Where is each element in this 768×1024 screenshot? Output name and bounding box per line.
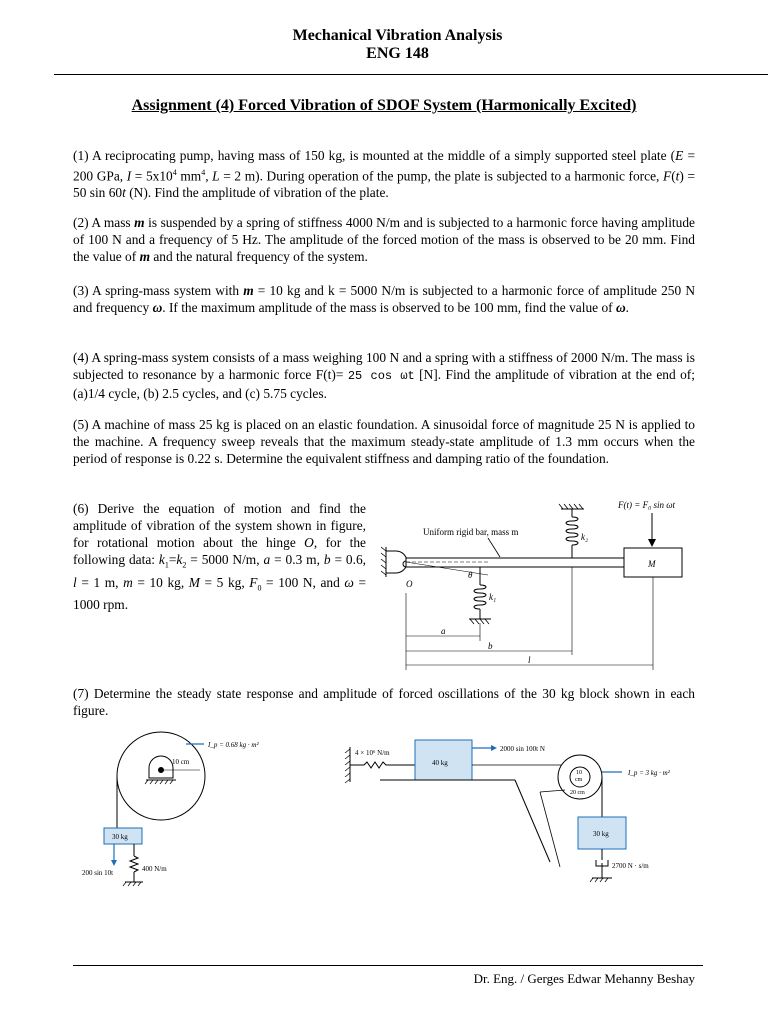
spring-400-label: 400 N/m: [142, 865, 167, 873]
block-40kg-label: 40 kg: [432, 759, 448, 767]
bar-label: Uniform rigid bar, mass m: [423, 527, 519, 537]
rigid-bar: [406, 558, 624, 567]
force-label-7b: 2000 sin 100t N: [500, 745, 545, 753]
force-label-7a: 200 sin 10t: [82, 869, 114, 877]
k2-label: k₂: [581, 532, 589, 542]
force-label: F(t) = F₀ sin ωt: [618, 500, 676, 510]
question-3: (3) A spring-mass system with m = 10 kg and k = 5000 N/m is subjected to a harmonic force of amplitude 250 N and frequency ω. If the maximum amplitude of the mass is observed to be 100 mm, find the value of ω.: [73, 283, 695, 315]
spring-k2: [566, 517, 578, 545]
spring-k1: [474, 585, 486, 609]
block-30kg-label: 30 kg: [112, 833, 128, 841]
inner-radius-top: 10: [576, 770, 582, 776]
assignment-title: Assignment (4) Forced Vibration of SDOF System (Harmonically Excited): [131, 97, 637, 114]
figure-q6-rigid-bar: [378, 495, 698, 675]
footer-author: Dr. Eng. / Gerges Edwar Mehanny Beshay: [473, 971, 695, 986]
question-4: (4) A spring-mass system consists of a mass weighing 100 N and a spring with a stiffness of 2000 N/m. The mass is subjected to resonance by a harmonic force F(t)= 25 cos ωt [N]. Find the amplitude of vibration at the end of; (a)1/4 cycle, (b) 2.5 cycles, and (c) 5.75 cycles.: [73, 350, 695, 401]
course-code: ENG 148: [366, 45, 429, 62]
question-6: (6) Derive the equation of motion and find the amplitude of vibration of the system shown in figure, for rotational motion about the hinge O, for the following data: $k_1=k_2 = 5000$ N/m, a = 0.3 m, b = 0.6, l = 1 m, m = 10 kg, M = 5 kg, $F_0 = 100$ N, and ω = 1000 rpm.: [73, 501, 366, 613]
header-divider: [54, 74, 768, 75]
dim-a-label: a: [441, 626, 446, 636]
question-2: (2) A mass m is suspended by a spring of stiffness 4000 N/m and is subjected to a harmonic force having amplitude of 100 N and a frequency of 5 Hz. The amplitude of the forced motion of the mass is observed to be 20 mm. Find the value of m and the natural frequency of the system.: [73, 215, 695, 264]
inertia-label-7b: I_p = 3 kg · m²: [628, 769, 670, 777]
question-5: (5) A machine of mass 25 kg is placed on an elastic foundation. A sinusoidal force of magnitude 25 N is applied to the machine. A frequency sweep reveals that the maximum steady-state amplitude of 1.3 mm occurs when the period of response is 0.22 s. Determine the equivalent stiffness and damping ratio of the foundation.: [73, 417, 695, 466]
course-title: Mechanical Vibration Analysis: [292, 27, 503, 44]
k1-label: k₁: [489, 592, 497, 602]
mass-m-label: M: [648, 559, 656, 569]
inertia-label: I_p = 0.68 kg · m²: [208, 741, 259, 749]
dim-b-label: b: [488, 641, 493, 651]
k2-ground: [559, 504, 584, 509]
outer-radius-label: 20 cm: [570, 790, 585, 796]
incline-slope: [515, 780, 550, 862]
pulley-radius-label: 10 cm: [172, 758, 190, 766]
question-7: (7) Determine the steady state response and amplitude of forced oscillations of the 30 kg block shown in each figure.: [73, 686, 695, 718]
inner-radius-bottom: cm: [575, 777, 583, 783]
hinge-support: [381, 547, 409, 577]
theta-label: θ: [468, 570, 473, 580]
wall-ground: [345, 747, 350, 783]
damper-label: 2700 N · s/m: [612, 862, 649, 870]
figure-q7-pulley: [76, 726, 306, 896]
course-header: [0, 27, 768, 63]
force-arrowhead: [648, 539, 656, 547]
spring-400: [130, 856, 138, 872]
figure-q7-incline-pulley: [340, 732, 700, 897]
damper: [596, 860, 608, 878]
question-1: (1) A reciprocating pump, having mass of 150 kg, is mounted at the middle of a simply supported steel plate (E = 200 GPa, $I = 5x10^4$ $mm^4$, L = 2 m). During operation of the pump, the plate is subjected to a harmonic force, F(t) = 50 sin 60t (N). Find the amplitude of vibration of the plate.: [73, 148, 696, 201]
spring-4e6-label: 4 × 10⁶ N/m: [355, 749, 390, 757]
block-30kg-b-label: 30 kg: [593, 830, 609, 838]
footer-divider: [73, 965, 703, 966]
hinge-label: O: [406, 579, 413, 589]
damper-ground: [590, 878, 612, 882]
spring-4e6: [350, 762, 415, 768]
dim-l-label: l: [528, 655, 531, 665]
spring-ground-7a: [123, 882, 143, 886]
